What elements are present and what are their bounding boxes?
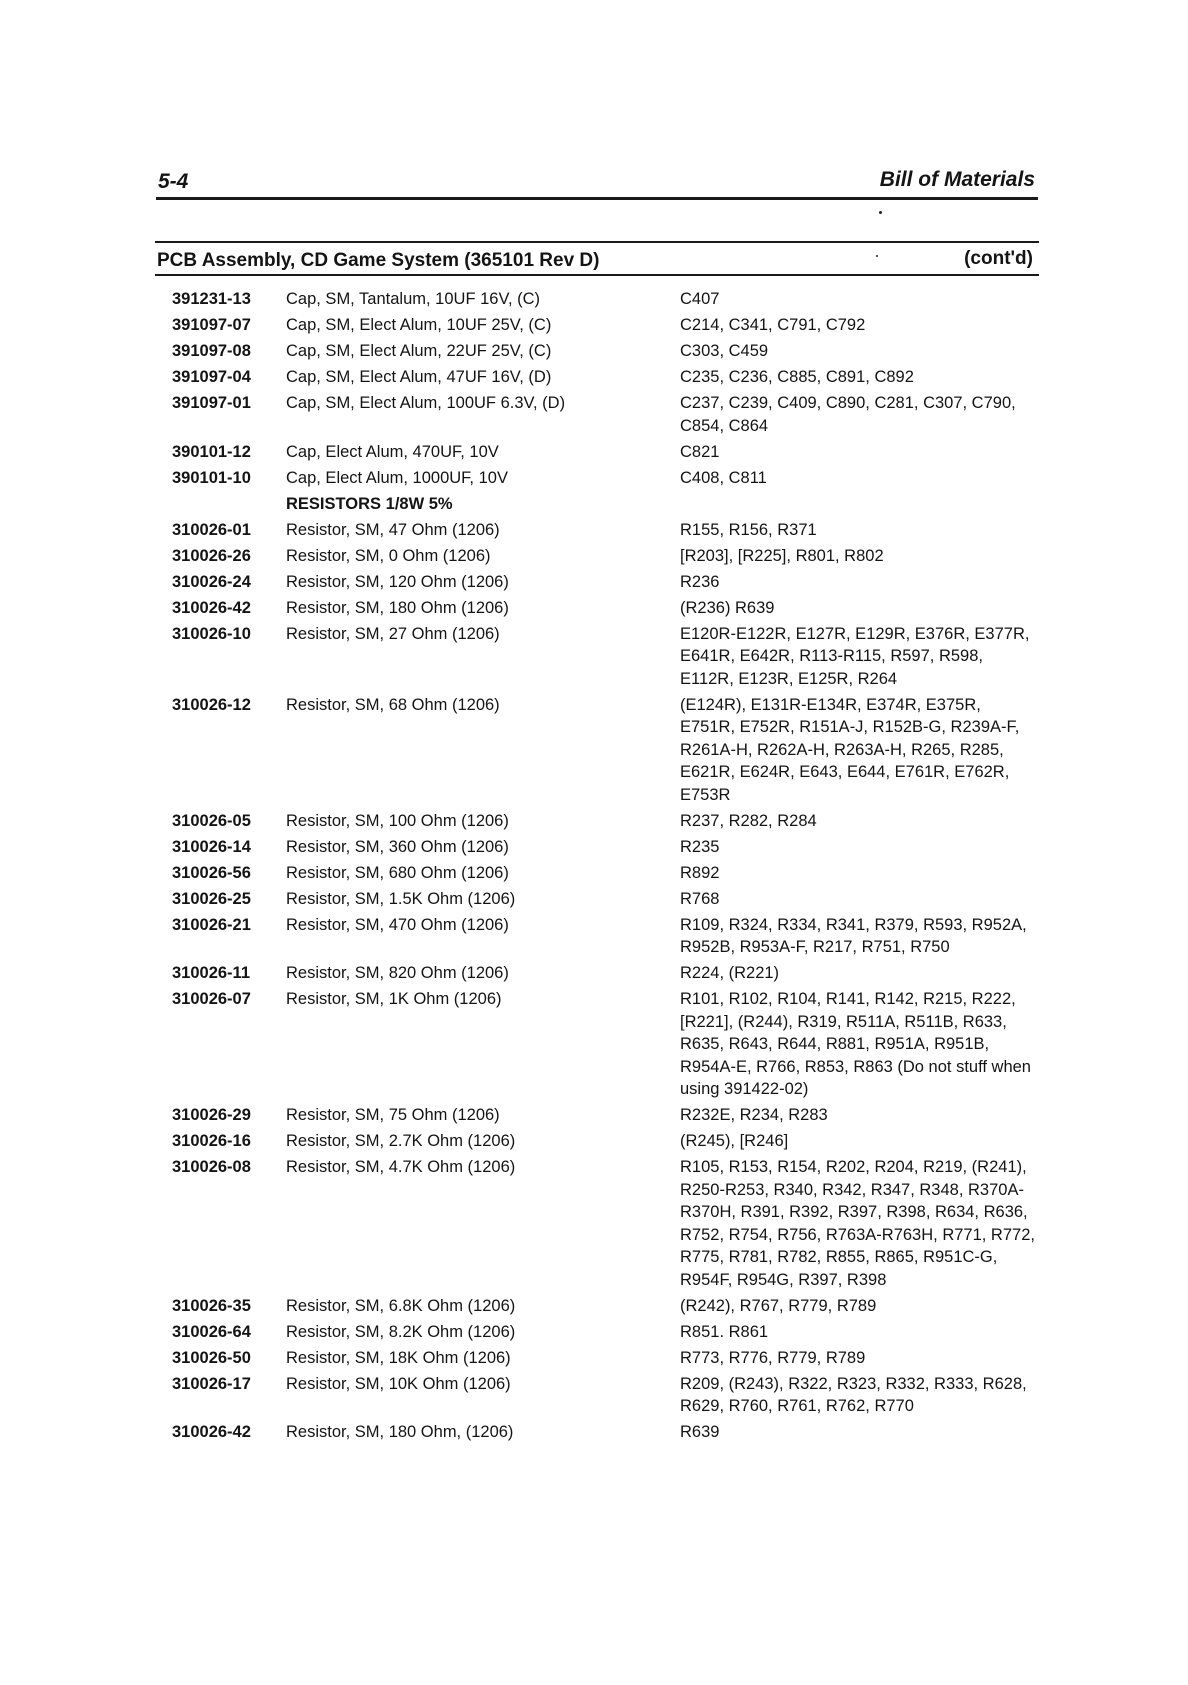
part-number: 310026-14 (172, 837, 251, 856)
part-number: 390101-10 (172, 468, 251, 487)
part-description: Resistor, SM, 0 Ohm (1206) (286, 546, 491, 565)
part-number: 310026-11 (172, 964, 250, 982)
part-description: Cap, SM, Tantalum, 10UF 16V, (C) (286, 290, 541, 308)
page-number: 5-4 (158, 170, 189, 193)
section-heading-row (172, 493, 1052, 516)
part-description: Cap, SM, Elect Alum, 47UF 16V, (D) (286, 368, 552, 386)
table-continued-label: (cont'd) (964, 248, 1033, 269)
part-number: 310026-10 (172, 624, 251, 643)
part-description: Resistor, SM, 1K Ohm (1206) (286, 990, 502, 1008)
reference-designators: C235, C236, C885, C891, C892 (680, 368, 914, 386)
reference-designators: C237, C239, C409, C890, C281, C307, C790, C854, C864 (680, 394, 1016, 435)
header-rule (156, 197, 1038, 200)
part-description: Resistor, SM, 27 Ohm (1206) (286, 624, 500, 643)
reference-designators: C408, C811 (680, 468, 767, 487)
reference-designators: C821 (680, 442, 720, 461)
reference-designators: R101, R102, R104, R141, R142, R215, R222, [R221], (R244), R319, R511A, R511B, R633, R635, R643, R644, R881, R951A, R951B, R954A-E, R766, R853, R863 (Do not stuff when using 391422-02) (680, 990, 1031, 1098)
bom-row (172, 340, 1052, 363)
part-description: Cap, SM, Elect Alum, 10UF 25V, (C) (286, 316, 552, 334)
bom-row (172, 1130, 1052, 1153)
part-number: 310026-56 (172, 863, 251, 882)
part-description: Resistor, SM, 6.8K Ohm (1206) (286, 1296, 516, 1315)
bom-row (172, 862, 1052, 885)
reference-designators: R232E, R234, R283 (680, 1106, 828, 1124)
bom-row (172, 545, 1052, 568)
part-number: 310026-24 (172, 572, 251, 591)
reference-designators: R105, R153, R154, R202, R204, R219, (R241), R250-R253, R340, R342, R347, R348, R370A-R370H, R391, R392, R397, R398, R634, R636, R752, R754, R756, R763A-R763H, R771, R772, R775, R781, R782, R855, R865, R951C-G, R954F, R954G, R397, R398 (680, 1158, 1035, 1289)
part-number: 310026-64 (172, 1322, 251, 1341)
part-number: 310026-50 (172, 1348, 251, 1367)
part-number: 391097-07 (172, 316, 251, 334)
bom-row (172, 571, 1052, 594)
part-number: 391097-01 (172, 394, 251, 412)
table-top-rule (155, 241, 1039, 243)
bom-row (172, 467, 1052, 490)
bill-of-materials-list (172, 288, 1052, 1447)
part-description: Resistor, SM, 360 Ohm (1206) (286, 837, 509, 856)
part-number: 310026-08 (172, 1158, 251, 1176)
part-description: Resistor, SM, 68 Ohm (1206) (286, 695, 500, 714)
part-description: Resistor, SM, 10K Ohm (1206) (286, 1374, 511, 1393)
part-number: 310026-25 (172, 889, 251, 908)
bom-row (172, 1104, 1052, 1127)
part-description: Resistor, SM, 4.7K Ohm (1206) (286, 1158, 516, 1176)
part-description: Resistor, SM, 2.7K Ohm (1206) (286, 1132, 516, 1150)
bom-row (172, 366, 1052, 389)
part-description: Resistor, SM, 820 Ohm (1206) (286, 964, 509, 982)
part-number: 390101-12 (172, 442, 251, 461)
reference-designators: R109, R324, R334, R341, R379, R593, R952A, R952B, R953A-F, R217, R751, R750 (680, 915, 1027, 956)
reference-designators: R237, R282, R284 (680, 811, 817, 830)
part-description: Cap, Elect Alum, 1000UF, 10V (286, 468, 508, 487)
part-description: Resistor, SM, 680 Ohm (1206) (286, 863, 509, 882)
reference-designators: R235 (680, 837, 720, 856)
part-description: Resistor, SM, 120 Ohm (1206) (286, 572, 509, 591)
part-description: Resistor, SM, 75 Ohm (1206) (286, 1106, 500, 1124)
reference-designators: [R203], [R225], R801, R802 (680, 546, 884, 565)
part-number: 310026-35 (172, 1296, 251, 1315)
bom-row (172, 519, 1052, 542)
part-number: 391231-13 (172, 290, 251, 308)
part-number: 391097-08 (172, 342, 251, 360)
reference-designators: (R242), R767, R779, R789 (680, 1296, 877, 1315)
bom-row (172, 888, 1052, 911)
bom-row (172, 441, 1052, 464)
part-description: Resistor, SM, 100 Ohm (1206) (286, 811, 509, 830)
bom-row (172, 1421, 1052, 1444)
part-description: Resistor, SM, 1.5K Ohm (1206) (286, 889, 516, 908)
reference-designators: R224, (R221) (680, 964, 780, 982)
part-description: Resistor, SM, 8.2K Ohm (1206) (286, 1322, 516, 1341)
part-number: 310026-26 (172, 546, 251, 565)
reference-designators: R155, R156, R371 (680, 520, 817, 539)
part-number: 310026-07 (172, 990, 251, 1008)
bom-row (172, 962, 1052, 985)
reference-designators: R773, R776, R779, R789 (680, 1348, 866, 1367)
bom-row (172, 836, 1052, 859)
scan-speck (876, 255, 878, 257)
bom-row (172, 1373, 1052, 1418)
part-number: 310026-12 (172, 695, 251, 714)
reference-designators: R768 (680, 889, 720, 908)
part-description: Resistor, SM, 180 Ohm (1206) (286, 598, 509, 617)
bom-row (172, 1321, 1052, 1344)
table-header-rule (155, 274, 1039, 276)
part-description: Cap, SM, Elect Alum, 100UF 6.3V, (D) (286, 394, 566, 412)
bom-row (172, 1156, 1052, 1291)
part-number: 310026-05 (172, 811, 251, 830)
reference-designators: (R236) R639 (680, 598, 775, 617)
reference-designators: R851. R861 (680, 1322, 769, 1341)
reference-designators: E120R-E122R, E127R, E129R, E376R, E377R, E641R, E642R, R113-R115, R597, R598, E112R, E123R, E125R, R264 (680, 624, 1030, 688)
bom-row (172, 392, 1052, 437)
reference-designators: C303, C459 (680, 342, 769, 360)
part-description: Cap, Elect Alum, 470UF, 10V (286, 442, 499, 461)
bom-row (172, 1347, 1052, 1370)
bom-row (172, 694, 1052, 807)
bom-row (172, 597, 1052, 620)
part-description: Resistor, SM, 18K Ohm (1206) (286, 1348, 511, 1367)
reference-designators: (E124R), E131R-E134R, E374R, E375R, E751R, E752R, R151A-J, R152B-G, R239A-F, R261A-H, R262A-H, R263A-H, R265, R285, E621R, E624R, E643, E644, E761R, E762R, E753R (680, 695, 1020, 804)
part-number: 310026-42 (172, 1423, 251, 1441)
bom-row (172, 1295, 1052, 1318)
part-number: 391097-04 (172, 368, 251, 386)
bom-row (172, 988, 1052, 1101)
bom-row (172, 314, 1052, 337)
bom-row (172, 288, 1052, 311)
part-number: 310026-42 (172, 598, 251, 617)
part-description: RESISTORS 1/8W 5% (286, 494, 453, 513)
bom-row (172, 914, 1052, 959)
part-number: 310026-01 (172, 520, 251, 539)
part-number: 310026-16 (172, 1132, 251, 1150)
part-description: Resistor, SM, 47 Ohm (1206) (286, 520, 500, 539)
bom-row (172, 810, 1052, 833)
reference-designators: R209, (R243), R322, R323, R332, R333, R628, R629, R760, R761, R762, R770 (680, 1374, 1027, 1415)
part-number: 310026-17 (172, 1374, 251, 1393)
reference-designators: R236 (680, 572, 720, 591)
part-number: 310026-21 (172, 915, 251, 934)
part-number: 310026-29 (172, 1106, 251, 1124)
reference-designators: R639 (680, 1423, 720, 1441)
part-description: Resistor, SM, 470 Ohm (1206) (286, 915, 509, 934)
scan-speck (879, 211, 882, 214)
table-title: PCB Assembly, CD Game System (365101 Rev D) (157, 250, 600, 271)
part-description: Cap, SM, Elect Alum, 22UF 25V, (C) (286, 342, 552, 360)
bom-row (172, 623, 1052, 691)
reference-designators: (R245), [R246] (680, 1132, 789, 1150)
reference-designators: C407 (680, 290, 720, 308)
reference-designators: C214, C341, C791, C792 (680, 316, 866, 334)
part-description: Resistor, SM, 180 Ohm, (1206) (286, 1423, 514, 1441)
reference-designators: R892 (680, 863, 720, 882)
section-title: Bill of Materials (879, 168, 1035, 191)
